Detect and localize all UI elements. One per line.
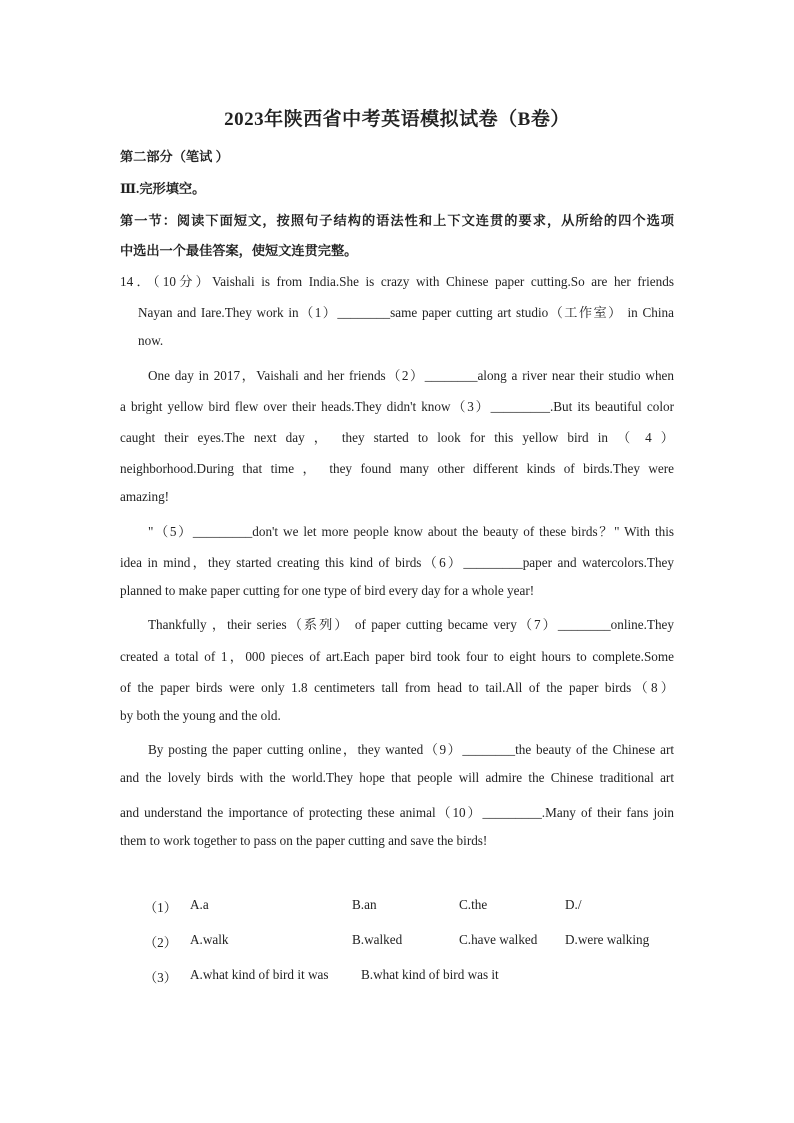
passage-line: by both the young and the old.	[120, 708, 281, 723]
passage-line: and understand the importance of protecting these animal（10）_________.Many of their fans join	[120, 805, 674, 820]
option-b[interactable]: B.an	[352, 897, 377, 912]
passage-line: a bright yellow bird flew over their heads.They didn't know（3）_________.But its beautiful color	[120, 399, 674, 414]
passage-line: planned to make paper cutting for one type of bird every day for a whole year!	[120, 583, 535, 598]
passage-line: of the paper birds were only 1.8 centimeters tall from head to tail.All of the paper birds（8）	[120, 680, 674, 695]
passage-line: One day in 2017，Vaishali and her friends（2）________along a river near their studio when	[148, 368, 674, 383]
option-d[interactable]: D.were walking	[565, 932, 650, 947]
passage-line: caught their eyes.The next day ， they started to look for this yellow bird in （ 4 ）	[120, 430, 674, 445]
passage-line: neighborhood.During that time ， they found many other different kinds of birds.They were	[120, 461, 674, 476]
section-heading: Ⅲ.完形填空。	[120, 181, 206, 196]
option-a[interactable]: A.a	[190, 897, 209, 912]
page-title: 2023年陕西省中考英语模拟试卷（B卷）	[224, 109, 570, 130]
question-number: （3）	[144, 970, 177, 985]
passage-line: created a total of 1，000 pieces of art.Each paper bird took four to eight hours to complete.Some	[120, 649, 674, 664]
passage-line: Thankfully ，their series（系列） of paper cutting became very（7）________online.They	[148, 617, 674, 632]
option-a[interactable]: A.what kind of bird it was	[190, 967, 329, 982]
option-b[interactable]: B.walked	[352, 932, 403, 947]
question-number: （2）	[144, 935, 177, 950]
passage-line: them to work together to pass on the paper cutting and save the birds!	[120, 833, 488, 848]
passage-line: By posting the paper cutting online，they wanted（9）________the beauty of the Chinese art	[148, 742, 674, 757]
option-c[interactable]: C.the	[459, 897, 488, 912]
passage-line: and the lovely birds with the world.They hope that people will admire the Chinese traditional art	[120, 770, 674, 785]
question-number: （1）	[144, 900, 177, 915]
option-d[interactable]: D./	[565, 897, 582, 912]
option-a[interactable]: A.walk	[190, 932, 229, 947]
option-c[interactable]: C.have walked	[459, 932, 538, 947]
passage-line: idea in mind，they started creating this kind of birds（6）_________paper and watercolors.They	[120, 555, 674, 570]
passage-line: Nayan and Iare.They work in（1）________same paper cutting art studio（工作室） in China	[138, 305, 674, 320]
passage-line: "（5）_________don't we let more people know about the beauty of these birds？" With this	[148, 524, 674, 539]
option-b[interactable]: B.what kind of bird was it	[361, 967, 499, 982]
passage-line: now.	[138, 333, 164, 348]
passage-line: amazing!	[120, 489, 170, 504]
instruction-line-2: 中选出一个最佳答案，使短文连贯完整。	[120, 243, 358, 258]
passage-line: 14．（10分）Vaishali is from India.She is crazy with Chinese paper cutting.So are her friends	[120, 274, 674, 289]
part-heading: 第二部分（笔试 ）	[120, 149, 229, 164]
instruction-line-1: 第一节：阅读下面短文，按照句子结构的语法性和上下文连贯的要求，从所给的四个选项	[120, 213, 674, 228]
